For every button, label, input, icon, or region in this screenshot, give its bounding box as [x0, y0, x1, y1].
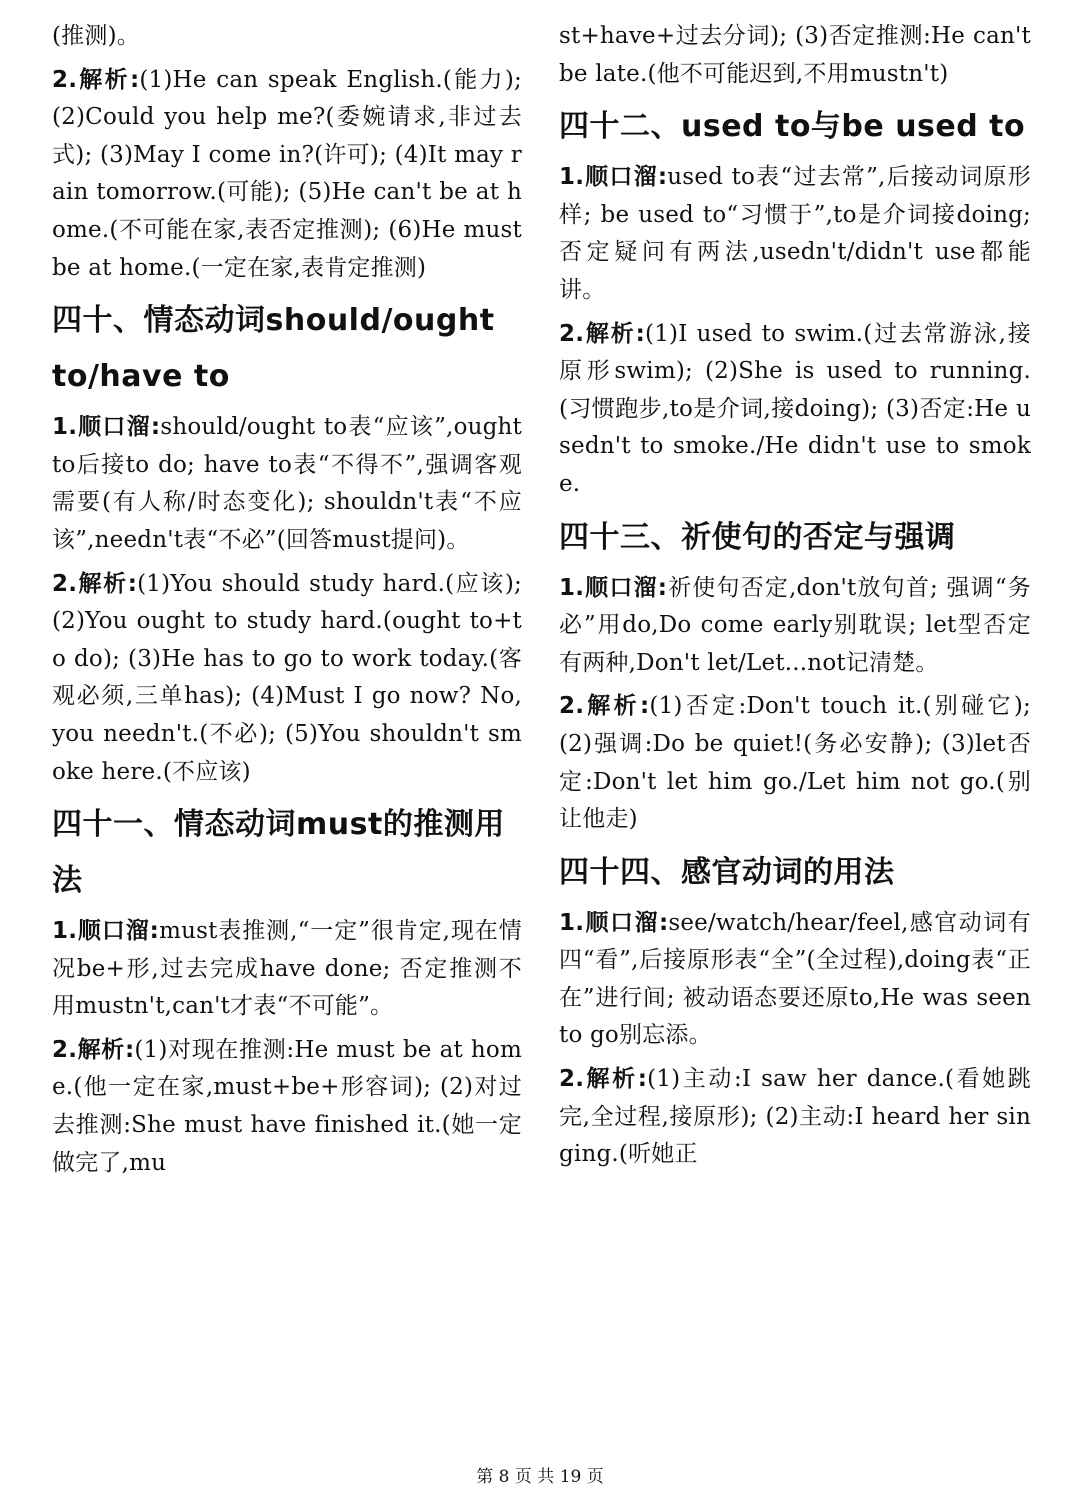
paragraph-continuation: st+have+过去分词); (3)否定推测:He can't be late.(他不可能迟到,不用mustn't)	[559, 23, 1031, 87]
analysis-text: (1)You should study hard.(应该); (2)You ought to study hard.(ought to+to do); (3)He has to go to work today.(客观必须,三单has); (4)Must I go now? No, you needn't.(不必); (5)You shouldn't smoke here.(不应该)	[52, 570, 522, 785]
section-heading-42: 四十二、used to与be used to	[559, 109, 1026, 145]
analysis-paragraph-44	[559, 1061, 1031, 1174]
analysis-paragraph-41	[52, 1032, 522, 1182]
analysis-paragraph-40	[52, 566, 522, 792]
rhyme-paragraph-40	[52, 409, 522, 559]
analysis-paragraph-39	[52, 62, 522, 288]
left-column	[52, 18, 522, 1188]
analysis-paragraph-43	[559, 688, 1031, 838]
analysis-text: (1)I used to swim.(过去常游泳,接原形swim); (2)She is used to running.(习惯跑步,to是介词,接doing); (3)否定:He usedn't to smoke./He didn't use to smoke.	[559, 320, 1031, 497]
rhyme-text: see/watch/hear/feel,感官动词有四“看”,后接原形表“全”(全过程),doing表“正在”进行间; 被动语态要还原to,He was seen to go别忘添。	[559, 909, 1031, 1049]
analysis-paragraph-42	[559, 316, 1031, 504]
rhyme-label: 1.顺口溜:	[52, 918, 160, 945]
analysis-label: 2.解析:	[52, 1036, 135, 1063]
analysis-label: 2.解析:	[559, 1066, 648, 1093]
rhyme-label: 1.顺口溜:	[559, 164, 668, 191]
rhyme-text: 祈使句否定,don't放句首; 强调“务必”用do,Do come early别耽误; let型否定有两种,Don't let/Let...not记清楚。	[559, 574, 1032, 676]
rhyme-label: 1.顺口溜:	[559, 574, 668, 601]
rhyme-label: 1.顺口溜:	[559, 909, 669, 936]
analysis-text: (1)否定:Don't touch it.(别碰它); (2)强调:Do be quiet!(务必安静); (3)let否定:Don't let him go./Let him not go.(别让他走)	[559, 693, 1031, 833]
analysis-label: 2.解析:	[52, 570, 138, 597]
section-heading-44: 四十四、感官动词的用法	[559, 854, 895, 890]
section-heading-43: 四十三、祈使句的否定与强调	[559, 519, 956, 555]
analysis-text: (1)主动:I saw her dance.(看她跳完,全过程,接原形); (2)主动:I heard her singing.(听她正	[559, 1066, 1031, 1168]
section-heading-41: 四十一、情态动词must的推测用法	[52, 807, 505, 899]
rhyme-paragraph-41	[52, 913, 522, 1026]
rhyme-paragraph-43	[559, 570, 1031, 683]
analysis-text: (1)对现在推测:He must be at home.(他一定在家,must+be+形容词); (2)对过去推测:She must have finished it.(她一定做完了,mu	[52, 1036, 522, 1176]
paragraph-continuation: (推测)。	[52, 23, 140, 49]
rhyme-paragraph-42	[559, 159, 1031, 309]
rhyme-text: must表推测,“一定”很肯定,现在情况be+形,过去完成have done; 否定推测不用mustn't,can't才表“不可能”。	[52, 918, 523, 1020]
section-heading-40: 四十、情态动词should/ought to/have to	[52, 303, 495, 395]
analysis-label: 2.解析:	[559, 693, 650, 720]
rhyme-paragraph-44	[559, 905, 1031, 1055]
rhyme-label: 1.顺口溜:	[52, 414, 161, 441]
right-column	[559, 18, 1031, 1180]
page-number-footer: 第 8 页 共 19 页	[476, 1467, 604, 1487]
rhyme-text: should/ought to表“应该”,ought to后接to do; have to表“不得不”,强调客观需要(有人称/时态变化); shouldn't表“不应该”,needn't表“不必”(回答must提问)。	[52, 414, 523, 553]
analysis-label: 2.解析:	[559, 320, 646, 347]
rhyme-text: used to表“过去常”,后接动词原形样; be used to“习惯于”,to是介词接doing; 否定疑问有两法,usedn't/didn't use都能讲。	[559, 164, 1031, 303]
analysis-text: (1)He can speak English.(能力); (2)Could you help me?(委婉请求,非过去式); (3)May I come in?(许可); (4)It may rain tomorrow.(可能); (5)He can't be at home.(不可能在家,表否定推测); (6)He must be at home.(一定在家,表肯定推测)	[52, 66, 522, 281]
analysis-label: 2.解析:	[52, 66, 140, 93]
